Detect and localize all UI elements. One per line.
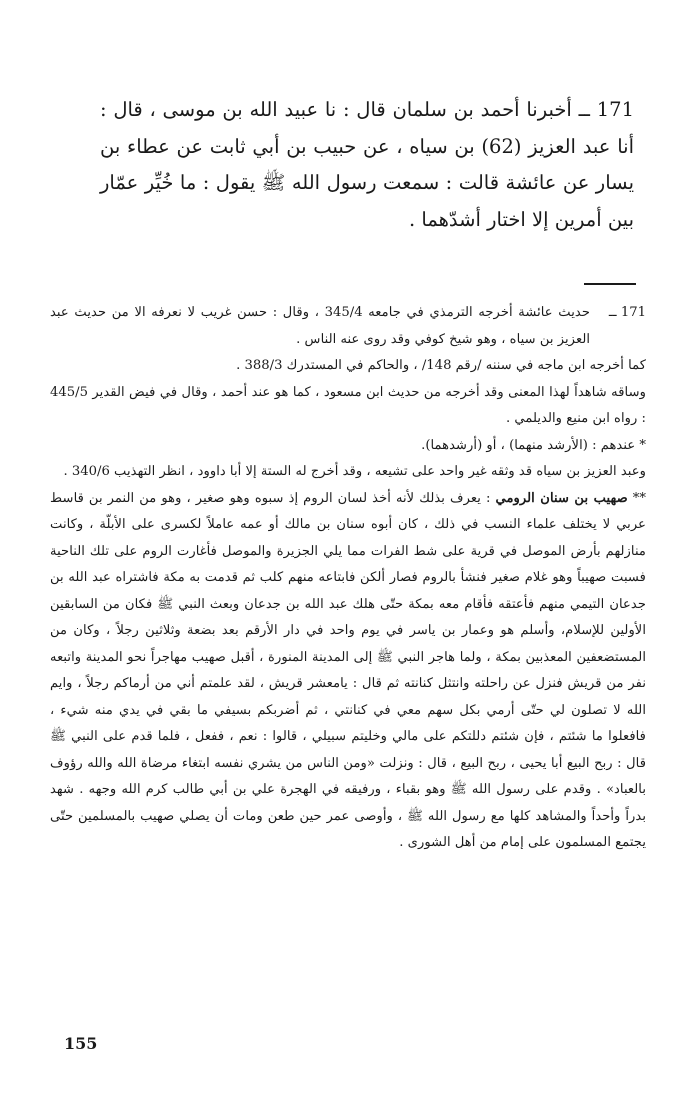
footnote-separator (584, 283, 636, 285)
biography-note (50, 486, 646, 857)
footnote-number: 171 ــ (608, 305, 646, 320)
footnote-line: كما أخرجه ابن ماجه في سننه /رقم 148/ ، والحاكم في المستدرك 388/3 . (236, 358, 646, 373)
biography-text: : يعرف بذلك لأنه أخذ لسان الروم إذ سبوه وهو صغير ، وهو من النمر بن قاسط عربي لا يختلف علماء النسب في ذلك ، كان أبوه سنان بن مالك أو عمه عاملاً لكسرى على الأبلّة ، وكانت منازلهم بأرض الموصل في قرية على شط الفرات مما يلي الجزيرة والموصل فأغارت الروم على تلك الناحية فسبت صهيباً وهو غلام صغير فنشأ بالروم فصار ألكن فابتاعه منهم كلب ثم قدمت به مكة فاشتراه عبد الله بن جدعان التيمي منهم فأعتقه فأقام معه بمكة حتّى هلك عبد الله بن جدعان وبعث النبي ﷺ فكان من السابقين الأولين للإسلام، وأسلم هو وعمار بن ياسر في يوم واحد في دار الأرقم بعد بضعة وثلاثين رجلاً ، وكان من المستضعفين المعذبين بمكة ، ولما هاجر النبي ﷺ إلى المدينة المنورة ، أقبل صهيب مهاجراً نحو المدينة واتبعه نفر من قريش فنزل عن راحلته وانتثل كنانته ثم قال : يامعشر قريش ، لقد علمتم أني من أرماكم رجلاً ، وايم الله لا تصلون لي حتّى أرمي بكل سهم معي في كنانتي ، ثم أضربكم بسيفي ما بقي في يدي منه شيء ، فافعلوا ما شئتم ، فإن شئتم دللتكم على مالي وخليتم سبيلي ، قالوا : نعم ، ففعل ، فلما قدم على النبي ﷺ قال : ربح البيع أبا يحيى ، ربح البيع ، قال : ونزلت «ومن الناس من يشري نفسه ابتغاء مرضاة الله والله رؤوف بالعباد» . وقدم على رسول الله ﷺ وهو بقباء ، ورفيقه في الهجرة علي بن أبي طالب كرم الله وجهه . شهد بدراً وأحداً والمشاهد كلها مع رسول الله ﷺ ، وأوصى عمر حين طعن ومات أن يصلي صهيب بالمسلمين حتّى يجتمع المسلمون على إمام من أهل الشورى . (50, 490, 646, 850)
page-number: 155 (64, 1034, 98, 1053)
biography-name: صهيب بن سنان الرومي (495, 490, 628, 506)
footnote-line: حديث عائشة أخرجه الترمذي في جامعه 345/4 ، وقال : حسن غريب لا نعرفه الا من حديث عبد العزيز بن سياه ، وهو شيخ كوفي وقد روى عنه الناس . (50, 305, 590, 347)
footnote-171 (50, 300, 646, 353)
footnote-line: وساقه شاهداً لهذا المعنى وقد أخرجه من حديث ابن مسعود ، كما هو عند أحمد ، وقال في فيض القدير 445/5 : رواه ابن منيع والديلمي . (50, 384, 646, 426)
hadith-paragraph: 171 ــ أخبرنا أحمد بن سلمان قال : نا عبيد الله بن موسى ، قال : أنا عبد العزيز (62) بن سياه ، عن حبيب بن أبي ثابت عن عطاء بن يسار عن عائشة قالت : سمعت رسول الله ﷺ يقول : ما خُيِّر عمّار بين أمرين إلا اختار أشدّهما . (100, 98, 634, 231)
footnotes-section (50, 300, 646, 857)
footnote-line: * عندهم : (الأرشد منهما) ، أو (أرشدهما). (421, 437, 646, 453)
footnote-line: وعبد العزيز بن سياه قد وثقه غير واحد على تشيعه ، وقد أخرج له الستة إلا أبا داوود ، انظر التهذيب 340/6 . (63, 464, 646, 479)
biography-marker: ** (627, 490, 646, 506)
